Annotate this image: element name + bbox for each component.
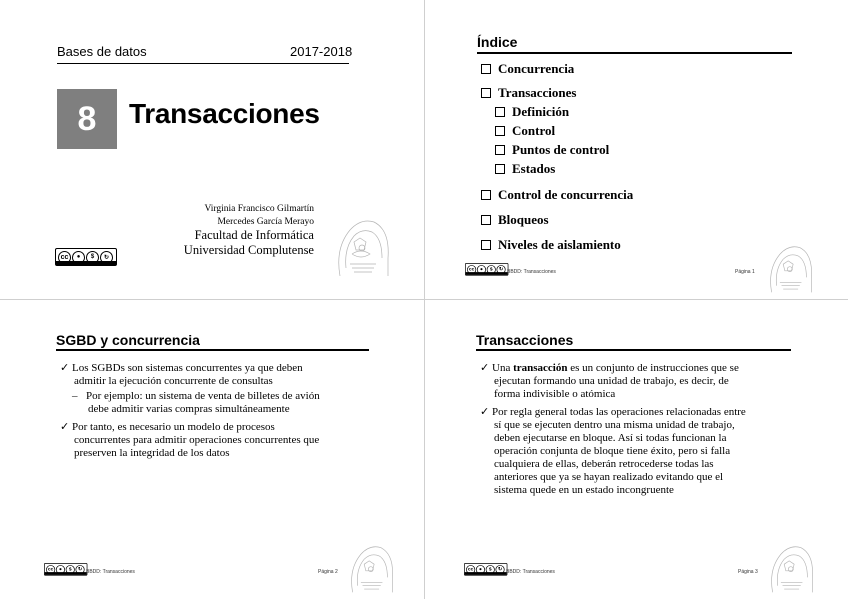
ucm-seal-icon — [764, 536, 816, 594]
checkmark-icon: ✓ — [60, 362, 70, 374]
index-item-transacciones: Transacciones — [481, 85, 576, 101]
cc-license-icon — [44, 563, 87, 576]
ucm-seal-icon — [763, 236, 815, 294]
bullet-2: ✓ Por tanto, es necesario un modelo de procesos concurrentes para admitir operaciones concurrentes que preserven la integridad de los datos — [60, 421, 320, 459]
sa-icon: ↻ — [497, 265, 506, 274]
footer-text: BBDD: Transacciones — [86, 569, 135, 575]
by-icon: ● — [476, 565, 485, 574]
by-icon: ● — [72, 251, 85, 264]
nc-icon: $ — [66, 565, 75, 574]
checkbox-icon — [495, 126, 505, 136]
footer-text: BBDD: Transacciones — [506, 569, 555, 575]
index-title: Índice — [477, 34, 518, 50]
sub-bullet-1: – Por ejemplo: un sistema de venta de billetes de avión debe admitir varias compras simultáneamente — [72, 390, 320, 415]
checkbox-icon — [481, 190, 491, 200]
cc-license-icon — [55, 248, 117, 266]
nc-icon: $ — [486, 565, 495, 574]
sa-icon: ↻ — [100, 251, 113, 264]
ucm-seal-icon — [344, 536, 396, 594]
by-icon: ● — [477, 265, 486, 274]
index-item-niveles-de-aislamiento: Niveles de aislamiento — [481, 237, 621, 253]
index-item-bloqueos: Bloqueos — [481, 212, 549, 228]
cover-rule — [57, 63, 349, 64]
cc-license-icon — [464, 563, 507, 576]
checkbox-icon — [481, 240, 491, 250]
footer-text: BBDD: Transacciones — [507, 269, 556, 275]
cc-license-icon — [465, 263, 508, 276]
checkbox-icon — [495, 164, 505, 174]
slide-index — [425, 0, 848, 299]
page-number: Página 2 — [318, 569, 338, 575]
index-item-control-de-concurrencia: Control de concurrencia — [481, 187, 633, 203]
page-number: Página 1 — [735, 269, 755, 275]
index-item-control: Control — [495, 123, 555, 139]
chapter-number-box — [57, 89, 117, 149]
slide-sgbd-concurrencia — [0, 300, 424, 599]
chapter-number: 8 — [77, 99, 97, 138]
checkbox-icon — [481, 215, 491, 225]
slide-cover — [0, 0, 424, 299]
faculty-name: Facultad de Informática — [194, 228, 314, 242]
cc-icon: cc — [466, 565, 475, 574]
university-name: Universidad Complutense — [183, 243, 314, 257]
index-item-puntos-de-control: Puntos de control — [495, 142, 609, 158]
bullet-1: ✓ Los SGBDs son sistemas concurrentes ya que deben admitir la ejecución concurrente de consultas — [60, 362, 303, 387]
index-rule — [477, 52, 792, 54]
author-2: Mercedes García Merayo — [217, 217, 314, 227]
title-rule — [56, 349, 369, 351]
by-icon: ● — [56, 565, 65, 574]
index-item-definicion: Definición — [495, 104, 569, 120]
sa-icon: ↻ — [496, 565, 505, 574]
cc-icon: cc — [58, 251, 71, 264]
course-name: Bases de datos — [57, 44, 147, 59]
affiliation — [184, 228, 314, 258]
slide-title: Transacciones — [476, 332, 574, 348]
nc-icon: $ — [487, 265, 496, 274]
cc-icon: cc — [467, 265, 476, 274]
checkbox-icon — [481, 88, 491, 98]
sa-icon: ↻ — [76, 565, 85, 574]
author-1: Virginia Francisco Gilmartín — [204, 204, 314, 214]
bullet-2: ✓ Por regla general todas las operaciones relacionadas entre sí que se ejecuten dentro una misma unidad de trabajo, deben ejecutarse en bloque. Así si todas funcionan la operación conjunta de bloque tiene éxito, pero si falla cualquiera de ellas, deberán retrocederse todas las anteriores que ya se hayan realizado evitando que el sistema quede en un estado incongruente — [480, 406, 746, 496]
course-year: 2017-2018 — [290, 44, 353, 59]
title-rule — [476, 349, 791, 351]
slide-transacciones — [425, 300, 848, 599]
checkbox-icon — [495, 107, 505, 117]
nc-icon: $ — [86, 251, 99, 264]
index-item-estados: Estados — [495, 161, 555, 177]
bullet-1: ✓ Una transacción es un conjunto de instrucciones que se ejecutan formando una unidad de trabajo, es decir, de forma indivisible o atómica — [480, 362, 739, 400]
checkmark-icon: ✓ — [480, 406, 490, 418]
checkmark-icon: ✓ — [60, 421, 70, 433]
cc-icon: cc — [46, 565, 55, 574]
index-item-concurrencia: Concurrencia — [481, 61, 574, 77]
slide-title: SGBD y concurrencia — [56, 332, 200, 348]
page-number: Página 3 — [738, 569, 758, 575]
checkbox-icon — [481, 64, 491, 74]
checkmark-icon: ✓ — [480, 362, 490, 374]
chapter-title: Transacciones — [129, 98, 320, 129]
checkbox-icon — [495, 145, 505, 155]
ucm-seal-icon — [330, 208, 392, 278]
